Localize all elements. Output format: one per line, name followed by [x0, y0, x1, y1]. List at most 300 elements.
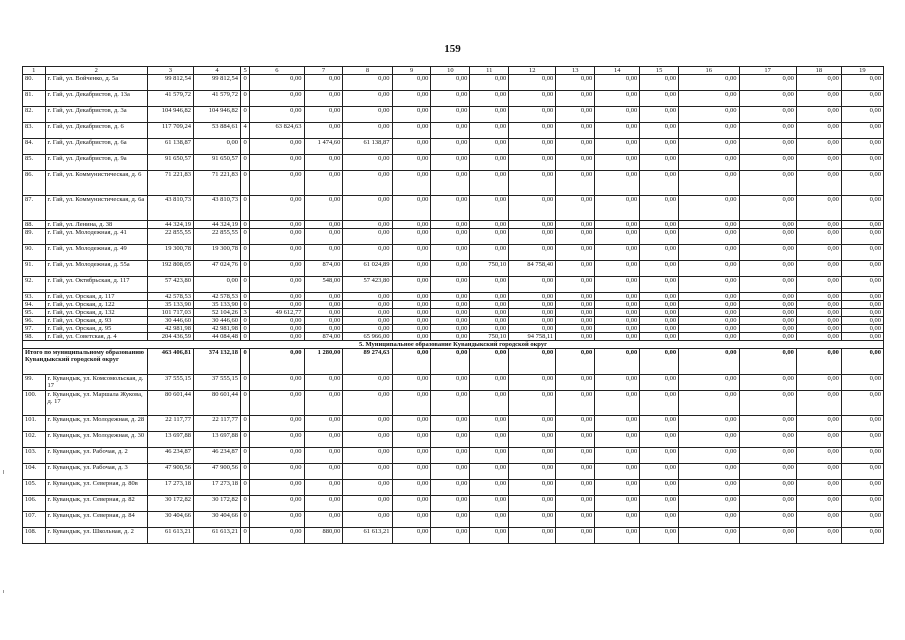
value-cell: 0 — [241, 229, 250, 245]
value-cell: 0,00 — [595, 91, 640, 107]
value-cell: 0,00 — [250, 301, 304, 309]
value-cell: 0 — [241, 432, 250, 448]
address-cell: г. Гай, ул. Декабристов, д. 13а — [45, 91, 147, 107]
value-cell: 61 613,21 — [147, 528, 193, 544]
value-cell: 0,00 — [739, 448, 796, 464]
address-cell: г. Кувандык, ул. Рабочая, д. 3 — [45, 464, 147, 480]
value-cell: 0,00 — [392, 317, 431, 325]
value-cell: 0,00 — [304, 245, 343, 261]
value-cell: 0,00 — [595, 391, 640, 416]
value-cell: 0,00 — [796, 416, 841, 432]
value-cell: 0 — [241, 464, 250, 480]
value-cell: 47 024,76 — [193, 261, 240, 277]
table-row — [23, 317, 884, 325]
value-cell: 43 810,73 — [193, 196, 240, 221]
value-cell: 0,00 — [739, 301, 796, 309]
value-cell: 0,00 — [392, 309, 431, 317]
value-cell: 0,00 — [841, 155, 883, 171]
value-cell: 0,00 — [509, 123, 556, 139]
table-row — [23, 496, 884, 512]
value-cell: 0,00 — [640, 325, 679, 333]
value-cell: 0,00 — [595, 261, 640, 277]
value-cell: 0,00 — [304, 196, 343, 221]
value-cell: 0,00 — [250, 107, 304, 123]
value-cell: 0,00 — [470, 448, 509, 464]
column-number-6: 6 — [250, 67, 304, 75]
program-table — [22, 66, 884, 544]
value-cell: 0,00 — [841, 229, 883, 245]
value-cell: 30 404,66 — [193, 512, 240, 528]
value-cell: 0,00 — [431, 155, 470, 171]
value-cell: 0,00 — [304, 432, 343, 448]
value-cell: 0,00 — [556, 496, 595, 512]
value-cell: 0,00 — [640, 261, 679, 277]
value-cell: 0,00 — [640, 432, 679, 448]
value-cell: 0,00 — [595, 245, 640, 261]
value-cell: 0,00 — [509, 277, 556, 293]
value-cell: 0 — [241, 480, 250, 496]
value-cell: 0,00 — [640, 155, 679, 171]
value-cell: 0,00 — [304, 309, 343, 317]
row-number: 105. — [23, 480, 46, 496]
value-cell: 0,00 — [343, 464, 392, 480]
value-cell: 750,10 — [470, 333, 509, 341]
value-cell: 0,00 — [595, 416, 640, 432]
value-cell: 0,00 — [796, 528, 841, 544]
value-cell: 0,00 — [595, 293, 640, 301]
value-cell: 0,00 — [304, 464, 343, 480]
value-cell: 61 613,21 — [343, 528, 392, 544]
address-cell: г. Кувандык, ул. Маршала Жукова, д. 17 — [45, 391, 147, 416]
value-cell: 84 758,40 — [509, 261, 556, 277]
value-cell: 61 138,87 — [343, 139, 392, 155]
value-cell: 0,00 — [250, 512, 304, 528]
value-cell: 0,00 — [250, 464, 304, 480]
address-cell: г. Гай, ул. Орская, д. 132 — [45, 309, 147, 317]
value-cell: 0,00 — [431, 480, 470, 496]
value-cell: 30 446,60 — [147, 317, 193, 325]
value-cell: 0,00 — [304, 317, 343, 325]
value-cell: 0,00 — [739, 496, 796, 512]
value-cell: 0,00 — [470, 416, 509, 432]
table-row — [23, 480, 884, 496]
column-number-4: 4 — [193, 67, 240, 75]
value-cell: 0,00 — [343, 309, 392, 317]
row-number: 102. — [23, 432, 46, 448]
value-cell: 52 104,26 — [193, 309, 240, 317]
value-cell: 0,00 — [595, 229, 640, 245]
value-cell: 0,00 — [392, 416, 431, 432]
page-number: 159 — [444, 43, 461, 55]
value-cell: 0,00 — [470, 196, 509, 221]
value-cell: 0,00 — [679, 301, 739, 309]
column-number-8: 8 — [343, 67, 392, 75]
value-cell: 0,00 — [796, 391, 841, 416]
address-cell: г. Гай, ул. Декабристов, д. 3а — [45, 107, 147, 123]
column-number-2: 2 — [45, 67, 147, 75]
value-cell: 0,00 — [431, 75, 470, 91]
value-cell: 0,00 — [431, 91, 470, 107]
value-cell: 0,00 — [470, 155, 509, 171]
address-cell: г. Гай, ул. Орская, д. 93 — [45, 317, 147, 325]
value-cell: 0,00 — [509, 245, 556, 261]
value-cell: 0,00 — [509, 309, 556, 317]
value-cell: 0,00 — [556, 448, 595, 464]
address-cell: г. Кувандык, ул. Молодежная, д. 30 — [45, 432, 147, 448]
section-heading: 5. Муниципальное образование Кувандыкский городской округ — [23, 341, 884, 349]
row-number: 86. — [23, 171, 46, 196]
table-row — [23, 245, 884, 261]
value-cell: 0,00 — [739, 416, 796, 432]
value-cell: 0,00 — [250, 75, 304, 91]
scan-artifact — [3, 590, 4, 593]
value-cell: 0 — [241, 416, 250, 432]
value-cell: 0,00 — [431, 196, 470, 221]
value-cell: 0,00 — [304, 221, 343, 229]
value-cell: 0,00 — [841, 221, 883, 229]
value-cell: 0,00 — [392, 512, 431, 528]
table-row — [23, 91, 884, 107]
value-cell: 0,00 — [640, 416, 679, 432]
value-cell: 0,00 — [640, 123, 679, 139]
value-cell: 99 812,54 — [147, 75, 193, 91]
row-number: 80. — [23, 75, 46, 91]
value-cell: 0,00 — [796, 293, 841, 301]
value-cell: 0,00 — [796, 221, 841, 229]
value-cell: 61 138,87 — [147, 139, 193, 155]
value-cell: 35 133,90 — [147, 301, 193, 309]
value-cell: 0,00 — [509, 375, 556, 391]
value-cell: 0 — [241, 277, 250, 293]
value-cell: 104 946,82 — [147, 107, 193, 123]
value-cell: 0,00 — [392, 375, 431, 391]
value-cell: 57 423,80 — [343, 277, 392, 293]
value-cell: 0,00 — [796, 480, 841, 496]
value-cell: 0,00 — [556, 91, 595, 107]
value-cell: 0,00 — [556, 123, 595, 139]
column-number-7: 7 — [304, 67, 343, 75]
value-cell: 0,00 — [250, 91, 304, 107]
value-cell: 0,00 — [796, 375, 841, 391]
value-cell: 0,00 — [392, 155, 431, 171]
value-cell: 0,00 — [556, 301, 595, 309]
value-cell: 0,00 — [343, 155, 392, 171]
value-cell: 0 — [241, 325, 250, 333]
value-cell: 22 855,55 — [193, 229, 240, 245]
value-cell: 0,00 — [841, 317, 883, 325]
address-cell: г. Кувандык, ул. Северная, д. 80в — [45, 480, 147, 496]
value-cell: 0,00 — [796, 196, 841, 221]
value-cell: 0,00 — [343, 301, 392, 309]
value-cell: 0,00 — [304, 496, 343, 512]
row-number: 93. — [23, 293, 46, 301]
value-cell: 0,00 — [556, 309, 595, 317]
value-cell: 0,00 — [679, 464, 739, 480]
value-cell: 0,00 — [556, 229, 595, 245]
value-cell: 0,00 — [392, 496, 431, 512]
value-cell: 0,00 — [392, 91, 431, 107]
value-cell: 0,00 — [739, 75, 796, 91]
column-number-16: 16 — [679, 67, 739, 75]
row-number: 100. — [23, 391, 46, 416]
value-cell: 0,00 — [509, 293, 556, 301]
value-cell: 0,00 — [679, 496, 739, 512]
value-cell: 0,00 — [739, 317, 796, 325]
value-cell: 0 — [241, 196, 250, 221]
value-cell: 0,00 — [739, 464, 796, 480]
row-number: 106. — [23, 496, 46, 512]
value-cell: 0,00 — [679, 325, 739, 333]
value-cell: 0,00 — [392, 221, 431, 229]
table-row — [23, 107, 884, 123]
row-number: 104. — [23, 464, 46, 480]
value-cell: 0,00 — [679, 480, 739, 496]
value-cell: 0,00 — [796, 496, 841, 512]
value-cell: 0,00 — [343, 221, 392, 229]
value-cell: 0,00 — [470, 123, 509, 139]
column-number-15: 15 — [640, 67, 679, 75]
value-cell: 0,00 — [679, 221, 739, 229]
table-row — [23, 448, 884, 464]
column-number-17: 17 — [739, 67, 796, 75]
value-cell: 0,00 — [250, 171, 304, 196]
table-row — [23, 155, 884, 171]
table-row — [23, 375, 884, 391]
value-cell: 0,00 — [250, 155, 304, 171]
value-cell: 204 436,59 — [147, 333, 193, 341]
address-cell: г. Кувандык, ул. Северная, д. 84 — [45, 512, 147, 528]
value-cell: 61 613,21 — [193, 528, 240, 544]
table-row — [23, 221, 884, 229]
value-cell: 0,00 — [640, 245, 679, 261]
value-cell: 0,00 — [509, 464, 556, 480]
row-number: 97. — [23, 325, 46, 333]
address-cell: г. Гай, ул. Орская, д. 95 — [45, 325, 147, 333]
value-cell: 0,00 — [250, 317, 304, 325]
value-cell: 0,00 — [640, 221, 679, 229]
table-row — [23, 123, 884, 139]
value-cell: 0,00 — [595, 528, 640, 544]
value-cell: 0,00 — [796, 349, 841, 375]
value-cell: 0 — [241, 139, 250, 155]
value-cell: 0,00 — [304, 448, 343, 464]
value-cell: 0,00 — [304, 293, 343, 301]
total-row — [23, 349, 884, 375]
address-cell: г. Гай, ул. Коммунистическая, д. 6 — [45, 171, 147, 196]
column-number-18: 18 — [796, 67, 841, 75]
value-cell: 0,00 — [250, 528, 304, 544]
value-cell: 0,00 — [679, 349, 739, 375]
row-number: 89. — [23, 229, 46, 245]
value-cell: 0,00 — [679, 512, 739, 528]
value-cell: 0,00 — [556, 293, 595, 301]
value-cell: 0,00 — [595, 317, 640, 325]
value-cell: 0,00 — [556, 245, 595, 261]
value-cell: 0,00 — [250, 277, 304, 293]
value-cell: 0,00 — [343, 293, 392, 301]
value-cell: 49 612,77 — [250, 309, 304, 317]
value-cell: 0,00 — [392, 123, 431, 139]
value-cell: 0 — [241, 391, 250, 416]
value-cell: 0,00 — [470, 317, 509, 325]
value-cell: 0,00 — [556, 480, 595, 496]
value-cell: 0,00 — [431, 107, 470, 123]
value-cell: 0,00 — [431, 349, 470, 375]
value-cell: 0,00 — [431, 277, 470, 293]
value-cell: 47 900,56 — [147, 464, 193, 480]
value-cell: 0,00 — [304, 75, 343, 91]
value-cell: 0,00 — [304, 123, 343, 139]
row-number: 82. — [23, 107, 46, 123]
value-cell: 0,00 — [509, 325, 556, 333]
value-cell: 53 884,61 — [193, 123, 240, 139]
value-cell: 0 — [241, 91, 250, 107]
value-cell: 0,00 — [470, 432, 509, 448]
value-cell: 0,00 — [556, 528, 595, 544]
value-cell: 0,00 — [679, 196, 739, 221]
value-cell: 0,00 — [470, 496, 509, 512]
value-cell: 0,00 — [841, 196, 883, 221]
value-cell: 0,00 — [470, 139, 509, 155]
value-cell: 0,00 — [841, 375, 883, 391]
value-cell: 0,00 — [556, 325, 595, 333]
value-cell: 104 946,82 — [193, 107, 240, 123]
column-number-3: 3 — [147, 67, 193, 75]
row-number: 96. — [23, 317, 46, 325]
value-cell: 0,00 — [392, 349, 431, 375]
value-cell: 0,00 — [556, 416, 595, 432]
value-cell: 0,00 — [343, 448, 392, 464]
row-number: 81. — [23, 91, 46, 107]
value-cell: 0,00 — [556, 221, 595, 229]
value-cell: 0,00 — [679, 123, 739, 139]
value-cell: 42 981,98 — [193, 325, 240, 333]
value-cell: 0,00 — [470, 391, 509, 416]
value-cell: 0,00 — [796, 261, 841, 277]
value-cell: 880,00 — [304, 528, 343, 544]
value-cell: 0,00 — [841, 448, 883, 464]
value-cell: 0,00 — [679, 155, 739, 171]
value-cell: 0 — [241, 448, 250, 464]
value-cell: 0,00 — [470, 245, 509, 261]
value-cell: 0,00 — [392, 293, 431, 301]
value-cell: 0 — [241, 301, 250, 309]
value-cell: 13 697,88 — [193, 432, 240, 448]
value-cell: 41 579,72 — [193, 91, 240, 107]
value-cell: 0,00 — [431, 171, 470, 196]
table-row — [23, 464, 884, 480]
table-row — [23, 229, 884, 245]
value-cell: 57 423,80 — [147, 277, 193, 293]
row-number: 87. — [23, 196, 46, 221]
value-cell: 17 273,18 — [147, 480, 193, 496]
value-cell: 0,00 — [509, 496, 556, 512]
value-cell: 0 — [241, 171, 250, 196]
value-cell: 0,00 — [509, 512, 556, 528]
value-cell: 0,00 — [304, 155, 343, 171]
value-cell: 0,00 — [304, 391, 343, 416]
value-cell: 0,00 — [640, 107, 679, 123]
value-cell: 0,00 — [556, 432, 595, 448]
value-cell: 0,00 — [841, 333, 883, 341]
value-cell: 0,00 — [679, 277, 739, 293]
value-cell: 0,00 — [679, 375, 739, 391]
value-cell: 0,00 — [470, 301, 509, 309]
row-number: 107. — [23, 512, 46, 528]
value-cell: 192 808,05 — [147, 261, 193, 277]
value-cell: 0,00 — [640, 196, 679, 221]
value-cell: 0,00 — [343, 91, 392, 107]
value-cell: 0,00 — [470, 171, 509, 196]
value-cell: 47 900,56 — [193, 464, 240, 480]
value-cell: 0,00 — [595, 432, 640, 448]
value-cell: 0,00 — [841, 107, 883, 123]
value-cell: 71 221,83 — [147, 171, 193, 196]
value-cell: 0,00 — [796, 333, 841, 341]
value-cell: 0,00 — [595, 325, 640, 333]
value-cell: 1 280,00 — [304, 349, 343, 375]
value-cell: 0,00 — [796, 75, 841, 91]
value-cell: 0,00 — [343, 317, 392, 325]
value-cell: 0,00 — [343, 432, 392, 448]
value-cell: 0,00 — [343, 416, 392, 432]
value-cell: 0,00 — [739, 91, 796, 107]
address-cell: г. Гай, ул. Орская, д. 117 — [45, 293, 147, 301]
value-cell: 0,00 — [796, 245, 841, 261]
value-cell: 42 578,53 — [193, 293, 240, 301]
value-cell: 0,00 — [679, 245, 739, 261]
row-number: 103. — [23, 448, 46, 464]
value-cell: 35 133,90 — [193, 301, 240, 309]
value-cell: 0,00 — [640, 293, 679, 301]
value-cell: 44 324,19 — [147, 221, 193, 229]
value-cell: 0,00 — [679, 107, 739, 123]
value-cell: 0,00 — [304, 325, 343, 333]
value-cell: 0 — [241, 107, 250, 123]
value-cell: 0,00 — [739, 196, 796, 221]
value-cell: 0,00 — [304, 91, 343, 107]
value-cell: 0,00 — [392, 391, 431, 416]
value-cell: 0,00 — [739, 375, 796, 391]
value-cell: 0,00 — [556, 171, 595, 196]
value-cell: 0,00 — [595, 301, 640, 309]
value-cell: 0,00 — [392, 301, 431, 309]
value-cell: 0,00 — [250, 349, 304, 375]
value-cell: 0,00 — [304, 301, 343, 309]
value-cell: 0,00 — [640, 480, 679, 496]
row-number: 95. — [23, 309, 46, 317]
value-cell: 80 601,44 — [147, 391, 193, 416]
row-number: 83. — [23, 123, 46, 139]
value-cell: 0,00 — [470, 75, 509, 91]
value-cell: 30 172,82 — [193, 496, 240, 512]
value-cell: 0,00 — [470, 107, 509, 123]
value-cell: 65 966,00 — [343, 333, 392, 341]
value-cell: 0,00 — [739, 293, 796, 301]
value-cell: 0,00 — [250, 196, 304, 221]
value-cell: 0,00 — [595, 448, 640, 464]
value-cell: 19 300,78 — [147, 245, 193, 261]
value-cell: 0,00 — [431, 301, 470, 309]
value-cell: 0 — [241, 317, 250, 325]
value-cell: 0,00 — [679, 448, 739, 464]
value-cell: 0,00 — [431, 448, 470, 464]
value-cell: 0,00 — [841, 91, 883, 107]
value-cell: 0,00 — [679, 432, 739, 448]
table-body — [23, 75, 884, 544]
value-cell: 0,00 — [841, 261, 883, 277]
value-cell: 0,00 — [556, 277, 595, 293]
